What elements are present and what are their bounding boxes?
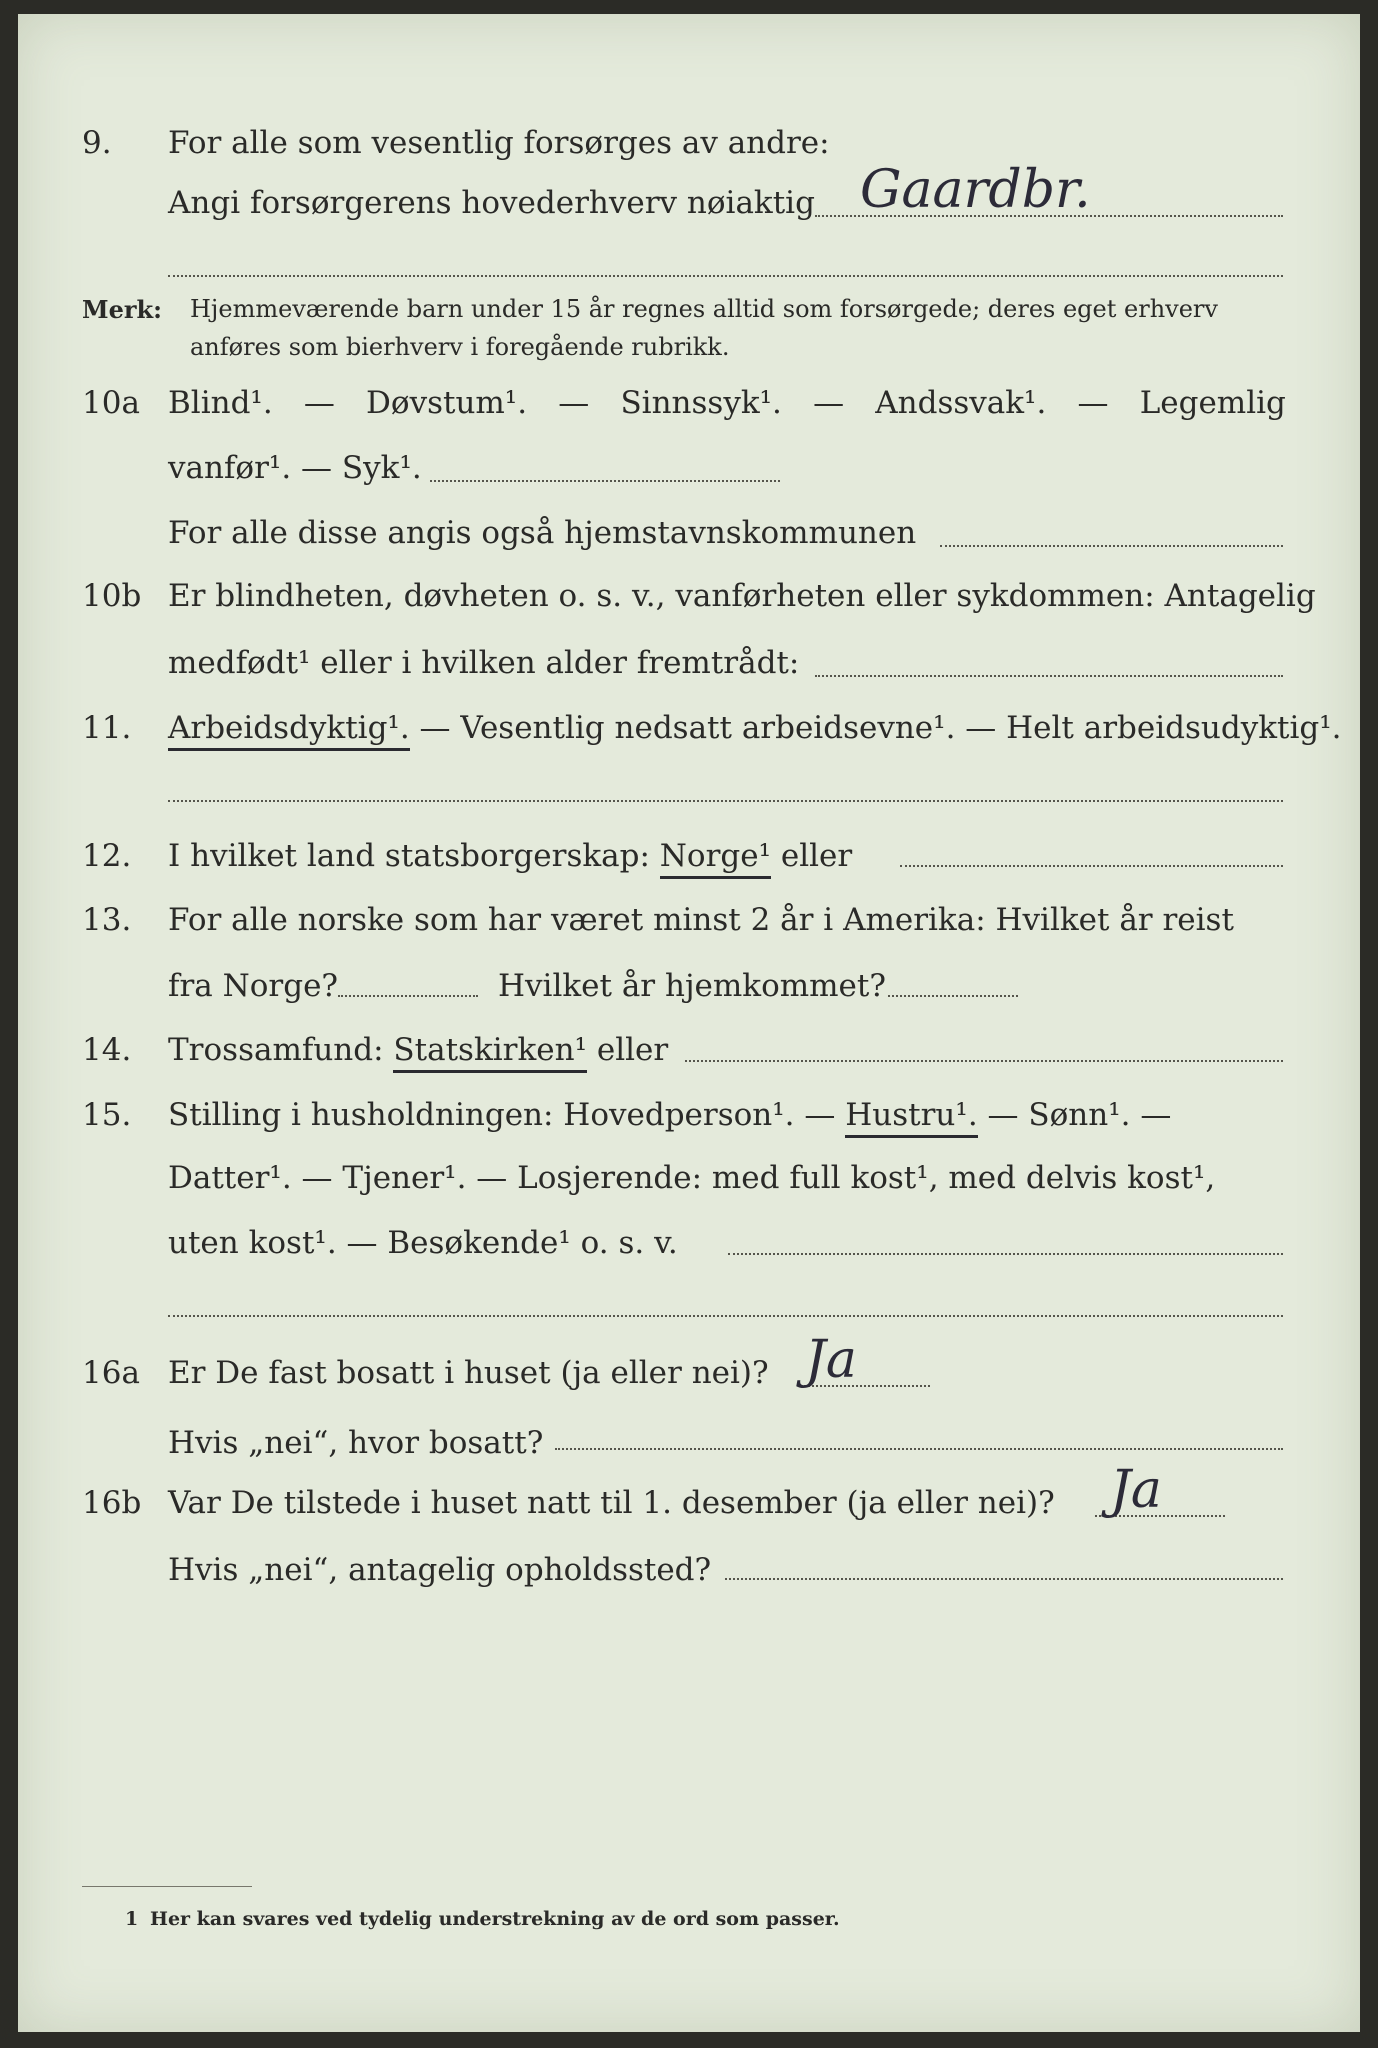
- q13-reist-line[interactable]: [338, 995, 478, 997]
- merk-line2: [0, 333, 1378, 373]
- q10a-options: [168, 385, 1286, 421]
- q10b-text1: Er blindheten, døvheten o. s. v., vanførheten eller sykdommen: Antagelig: [168, 578, 1316, 614]
- q15-answer-line[interactable]: [728, 1253, 1283, 1255]
- merk-label: Merk:: [82, 295, 162, 324]
- q15-selected-option[interactable]: Hustru¹.: [845, 1097, 977, 1138]
- q14-text: [168, 1032, 668, 1068]
- q16a-bosatt-line[interactable]: [555, 1448, 1283, 1450]
- merk-text2: anføres som bierhverv i foregående rubrikk.: [190, 333, 730, 361]
- q10b-line1: [0, 578, 1378, 618]
- q15-text3: uten kost¹. — Besøkende¹ o. s. v.: [168, 1225, 678, 1261]
- merk-text1: Hjemmeværende barn under 15 år regnes alltid som forsørgede; deres eget erhverv: [190, 295, 1218, 323]
- q10a-dash-1: —: [303, 385, 335, 421]
- q15-number: 15.: [82, 1097, 132, 1133]
- q16b-opholdssted-line[interactable]: [725, 1578, 1283, 1580]
- q16b-line1: [0, 1485, 1378, 1525]
- merk-line1: [0, 295, 1378, 335]
- q13-text2a: fra Norge?: [168, 968, 339, 1004]
- q10a-text3: For alle disse angis også hjemstavnskommunen: [168, 515, 917, 551]
- q10a-opt-3[interactable]: Sinnssyk¹.: [620, 385, 782, 421]
- q10a-dash-2: —: [558, 385, 590, 421]
- q16a-handwritten-answer: Ja: [805, 1330, 857, 1390]
- q9-handwritten-answer: Gaardbr.: [860, 160, 1091, 220]
- q9-line1: [0, 125, 1378, 165]
- q15-line3: [0, 1225, 1378, 1265]
- q10b-text2: medfødt¹ eller i hvilken alder fremtrådt:: [168, 645, 800, 681]
- q11-text: [168, 710, 1342, 746]
- q16b-text1: Var De tilstede i huset natt til 1. desember (ja eller nei)?: [168, 1485, 1055, 1521]
- q10b-number: 10b: [82, 578, 142, 614]
- q12-after: eller: [771, 838, 853, 874]
- q13-line2: [0, 968, 1378, 1008]
- q15-text2: Datter¹. — Tjener¹. — Losjerende: med full kost¹, med delvis kost¹,: [168, 1160, 1216, 1196]
- q16b-number: 16b: [82, 1485, 142, 1521]
- q12-selected-option[interactable]: Norge¹: [660, 838, 771, 879]
- q14-after: eller: [587, 1032, 669, 1068]
- footnote-rule: [82, 1886, 252, 1887]
- q10b-answer-line[interactable]: [815, 675, 1283, 677]
- footnote: [0, 1908, 1378, 1948]
- q13-text1: For alle norske som har været minst 2 år i Amerika: Hvilket år reist: [168, 902, 1234, 938]
- q14-selected-option[interactable]: Statskirken¹: [393, 1032, 587, 1073]
- q16a-text1: Er De fast bosatt i huset (ja eller nei)?: [168, 1355, 769, 1391]
- q11-selected-option[interactable]: Arbeidsdyktig¹.: [168, 710, 410, 751]
- q15-text1: [168, 1097, 1171, 1133]
- q10a-syk-line[interactable]: [430, 480, 780, 482]
- q16a-line1: [0, 1355, 1378, 1395]
- q10a-opt-4[interactable]: Andssvak¹.: [875, 385, 1047, 421]
- q15-line2: [0, 1160, 1378, 1200]
- q10a-line1: [0, 385, 1378, 425]
- q10a-dash-3: —: [813, 385, 845, 421]
- q12-before: I hvilket land statsborgerskap:: [168, 838, 660, 874]
- q10a-line2: [0, 450, 1378, 490]
- q13-hjemkommet-line[interactable]: [888, 995, 1018, 997]
- q10a-hjemstavn-line[interactable]: [940, 545, 1283, 547]
- q13-number: 13.: [82, 902, 132, 938]
- q10a-text2: vanfør¹. — Syk¹.: [168, 450, 422, 486]
- q11-line: [0, 710, 1378, 750]
- footnote-mark: 1: [125, 1908, 139, 1930]
- q15-text1a: Stilling i husholdningen: Hovedperson¹. —: [168, 1097, 846, 1133]
- q9-prompt: Angi forsørgerens hovederhverv nøiaktig: [168, 185, 815, 221]
- q10a-dash-4: —: [1077, 385, 1109, 421]
- q9-line2: [0, 185, 1378, 225]
- q11-extra-line[interactable]: [168, 800, 1283, 802]
- q12-line: [0, 838, 1378, 878]
- q10a-number: 10a: [82, 385, 140, 421]
- q10a-opt-5[interactable]: Legemlig: [1139, 385, 1286, 421]
- q13-text2b: Hvilket år hjemkommet?: [498, 968, 886, 1004]
- q9-number: 9.: [82, 125, 112, 161]
- q16b-handwritten-answer: Ja: [1110, 1460, 1162, 1520]
- q13-line1: [0, 902, 1378, 942]
- q14-line: [0, 1032, 1378, 1072]
- q16b-line2: [0, 1552, 1378, 1592]
- q11-rest: — Vesentlig nedsatt arbeidsevne¹. — Helt arbeidsudyktig¹.: [409, 710, 1342, 746]
- q10b-line2: [0, 645, 1378, 685]
- q15-extra-line[interactable]: [168, 1315, 1283, 1317]
- q14-answer-line[interactable]: [685, 1060, 1283, 1062]
- q12-answer-line[interactable]: [900, 865, 1283, 867]
- q10a-opt-2[interactable]: Døvstum¹.: [366, 385, 528, 421]
- q10a-line3: [0, 515, 1378, 555]
- q9-extra-line[interactable]: [168, 275, 1283, 277]
- q15-line1: [0, 1097, 1378, 1137]
- q11-number: 11.: [82, 710, 132, 746]
- q14-number: 14.: [82, 1032, 132, 1068]
- q16a-line2: [0, 1425, 1378, 1465]
- q12-text: [168, 838, 852, 874]
- q16b-text2: Hvis „nei“, antagelig opholdssted?: [168, 1552, 712, 1588]
- q16a-text2: Hvis „nei“, hvor bosatt?: [168, 1425, 544, 1461]
- q14-before: Trossamfund:: [168, 1032, 394, 1068]
- q15-text1b: — Sønn¹. —: [977, 1097, 1172, 1133]
- q9-question: For alle som vesentlig forsørges av andre:: [168, 125, 830, 161]
- q12-number: 12.: [82, 838, 132, 874]
- q10a-opt-1[interactable]: Blind¹.: [168, 385, 273, 421]
- footnote-text: Her kan svares ved tydelig understrekning av de ord som passer.: [150, 1908, 840, 1930]
- q16a-number: 16a: [82, 1355, 140, 1391]
